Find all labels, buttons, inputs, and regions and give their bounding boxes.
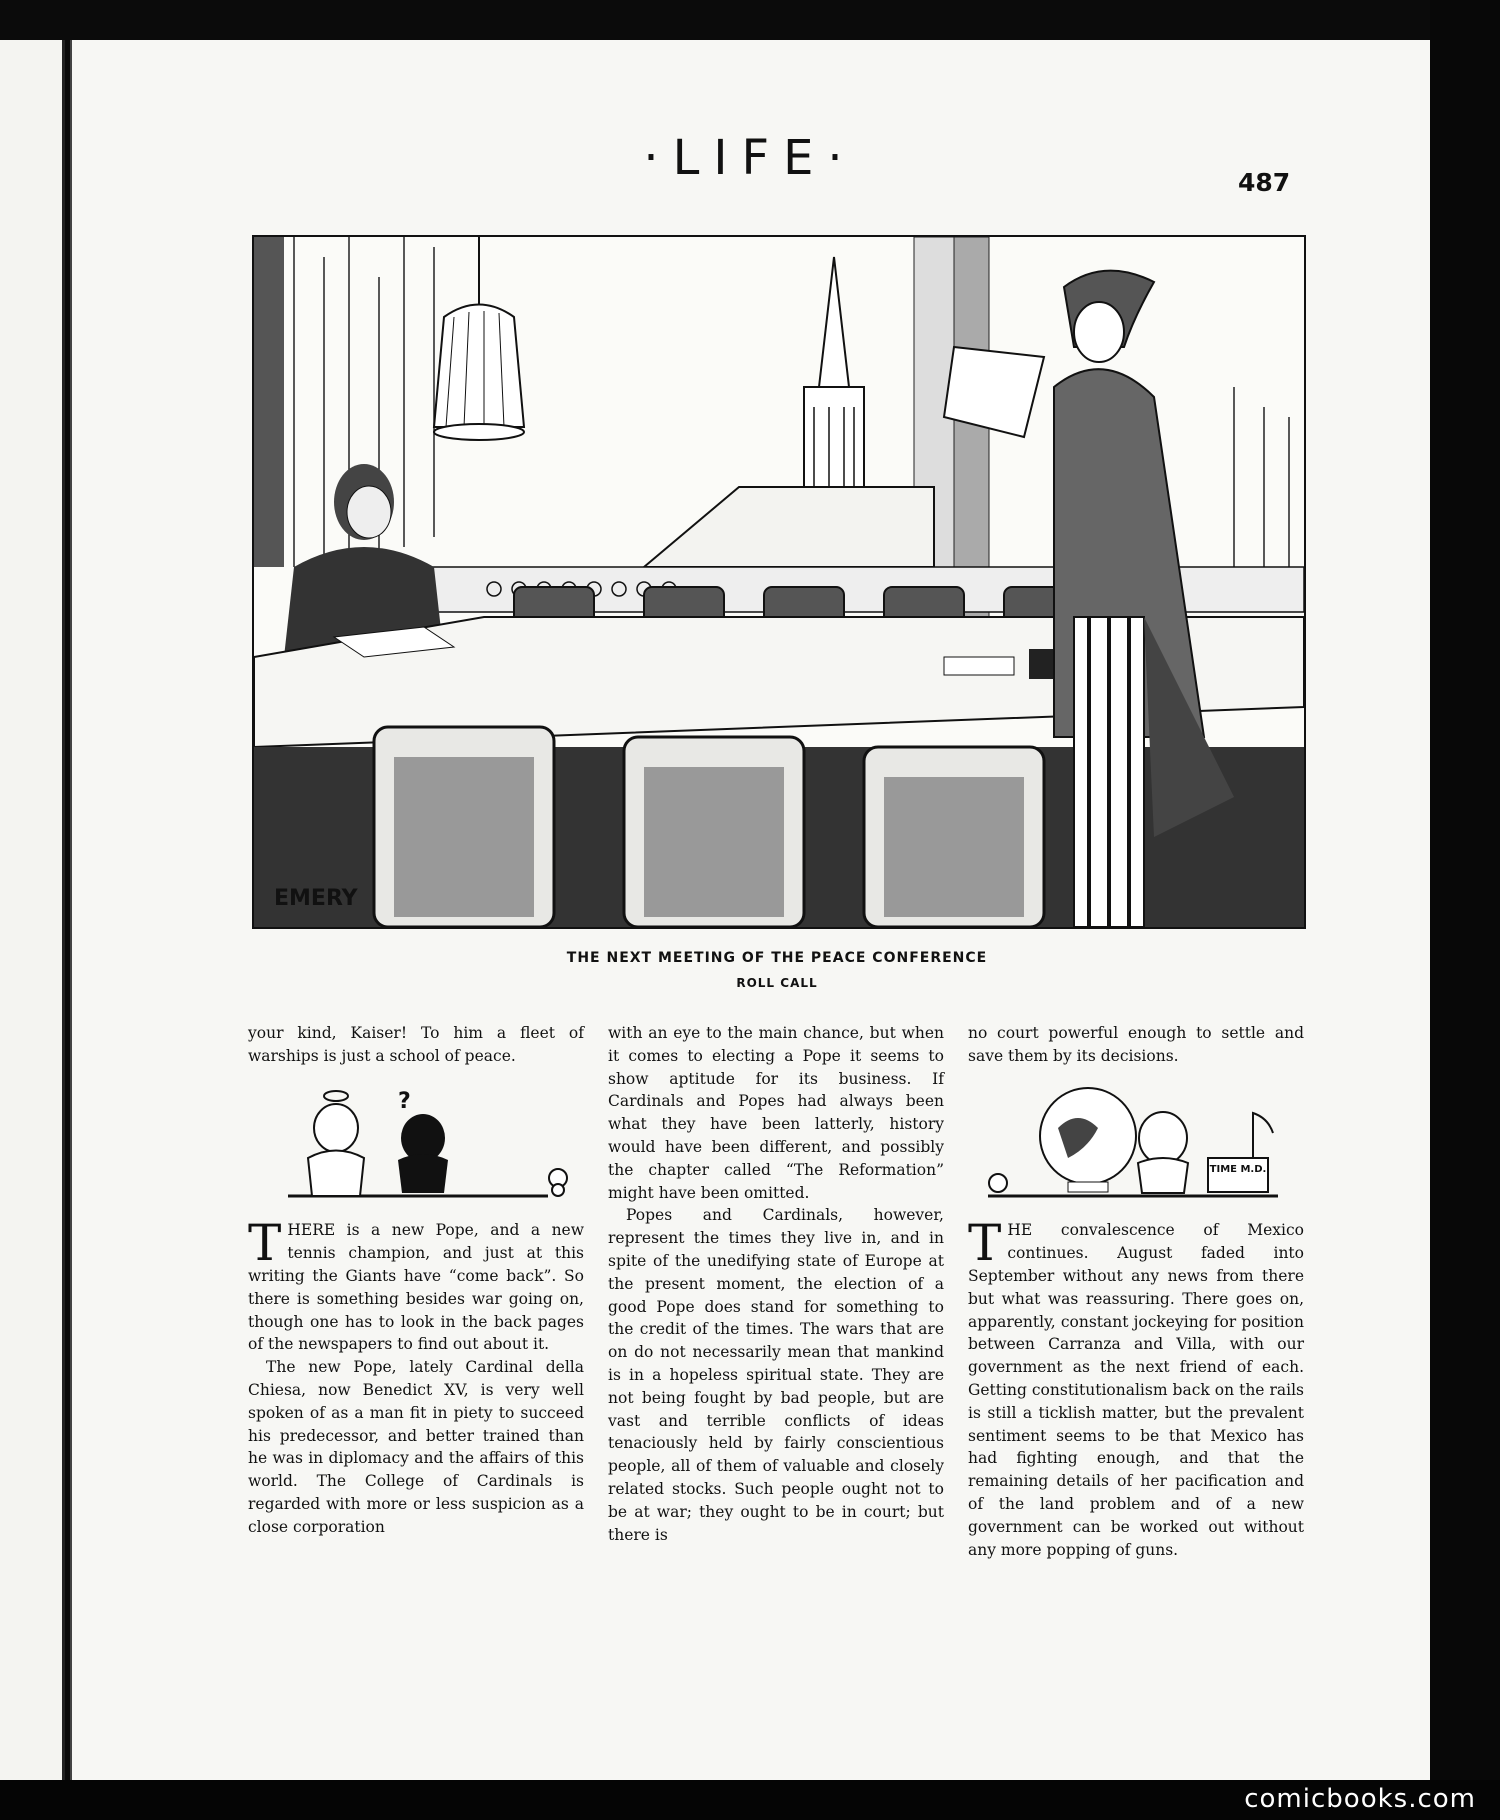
column-1 xyxy=(248,1022,584,1539)
svg-text:?: ? xyxy=(398,1088,411,1114)
column-1-paragraph-2: The new Pope, lately Cardinal della Chiesa, now Benedict XV, is very well spoken of as a man fit in piety to succeed his predecessor, and better trained than he was in diplomacy and the affairs of this world. The College of Cardinals is regarded with more or less suspicion as a close corporation xyxy=(248,1358,584,1536)
pope-vignette xyxy=(248,1078,584,1210)
mexico-vignette xyxy=(968,1078,1304,1210)
dropcap: T xyxy=(248,1214,282,1273)
masthead: ·LIFE· xyxy=(643,130,857,186)
column-3-paragraph-1 xyxy=(968,1214,1304,1561)
column-3 xyxy=(968,1022,1304,1561)
page-number: 487 xyxy=(1238,168,1291,197)
artist-signature: EMERY xyxy=(274,886,358,911)
watermark: comicbooks.com xyxy=(1244,1784,1476,1814)
column-3-paragraph-0: no court powerful enough to settle and save them by its decisions. xyxy=(968,1024,1304,1065)
dropcap: T xyxy=(968,1214,1002,1273)
column-2 xyxy=(608,1022,944,1546)
column-2-paragraph-1: Popes and Cardinals, however, represent the times they live in, and in spite of the unedifying state of Europe at the present moment, the election of a good Pope does stand for something to the credit of the times. The wars that are on do not necessarily mean that mankind is in a hopeless spiritual state. They are not being fought by bad people, but are vast and terrible conflicts of ideas tenaciously held by fairly conscientious people, all of them of valuable and closely related stocks. Such people ought not to be at war; they ought to be in court; but there is xyxy=(608,1206,944,1544)
column-3-paragraph-1-text: HE convalescence of Mexico continues. August faded into September without any news from there but what was reassuring. There goes on, apparently, constant jockeying for position between Carranza and Villa, with our government as the next friend of each. Getting constitutionalism back on the rails is still a ticklish matter, but the prevalent sentiment seems to be that Mexico has had fighting enough, and that the remaining details of her pacification and of the land problem and of a new government can be worked out without any more popping of guns. xyxy=(968,1221,1304,1559)
cartoon-illustration xyxy=(252,235,1306,929)
peace-conference-drawing xyxy=(254,237,1304,927)
scan-bottom-bar xyxy=(0,1780,1500,1820)
cartoon-caption: THE NEXT MEETING OF THE PEACE CONFERENCE xyxy=(566,950,988,966)
left-page-edge xyxy=(0,40,65,1780)
pope-vignette-drawing xyxy=(248,1078,584,1203)
cartoon-subcaption: ROLL CALL xyxy=(736,976,818,990)
column-1-paragraph-0: your kind, Kaiser! To him a fleet of warships is just a school of peace. xyxy=(248,1024,584,1065)
column-2-paragraph-0: with an eye to the main chance, but when it comes to electing a Pope it seems to show aptitude for its business. If Cardinals and Popes had always been what they have been latterly, history would have been different, and possibly the chapter called “The Reformation” might have been omitted. xyxy=(608,1024,944,1202)
column-1-paragraph-1-text: HERE is a new Pope, and a new tennis champion, and just at this writing the Giants have “come back”. So there is something besides war going on, though one has to look in the back pages of the newspapers to find out about it. xyxy=(248,1221,584,1354)
column-1-paragraph-1 xyxy=(248,1214,584,1356)
scan-border xyxy=(1430,0,1500,1820)
mexico-vignette-drawing xyxy=(968,1078,1304,1203)
time-md-sign: TIME M.D. xyxy=(1209,1163,1267,1175)
